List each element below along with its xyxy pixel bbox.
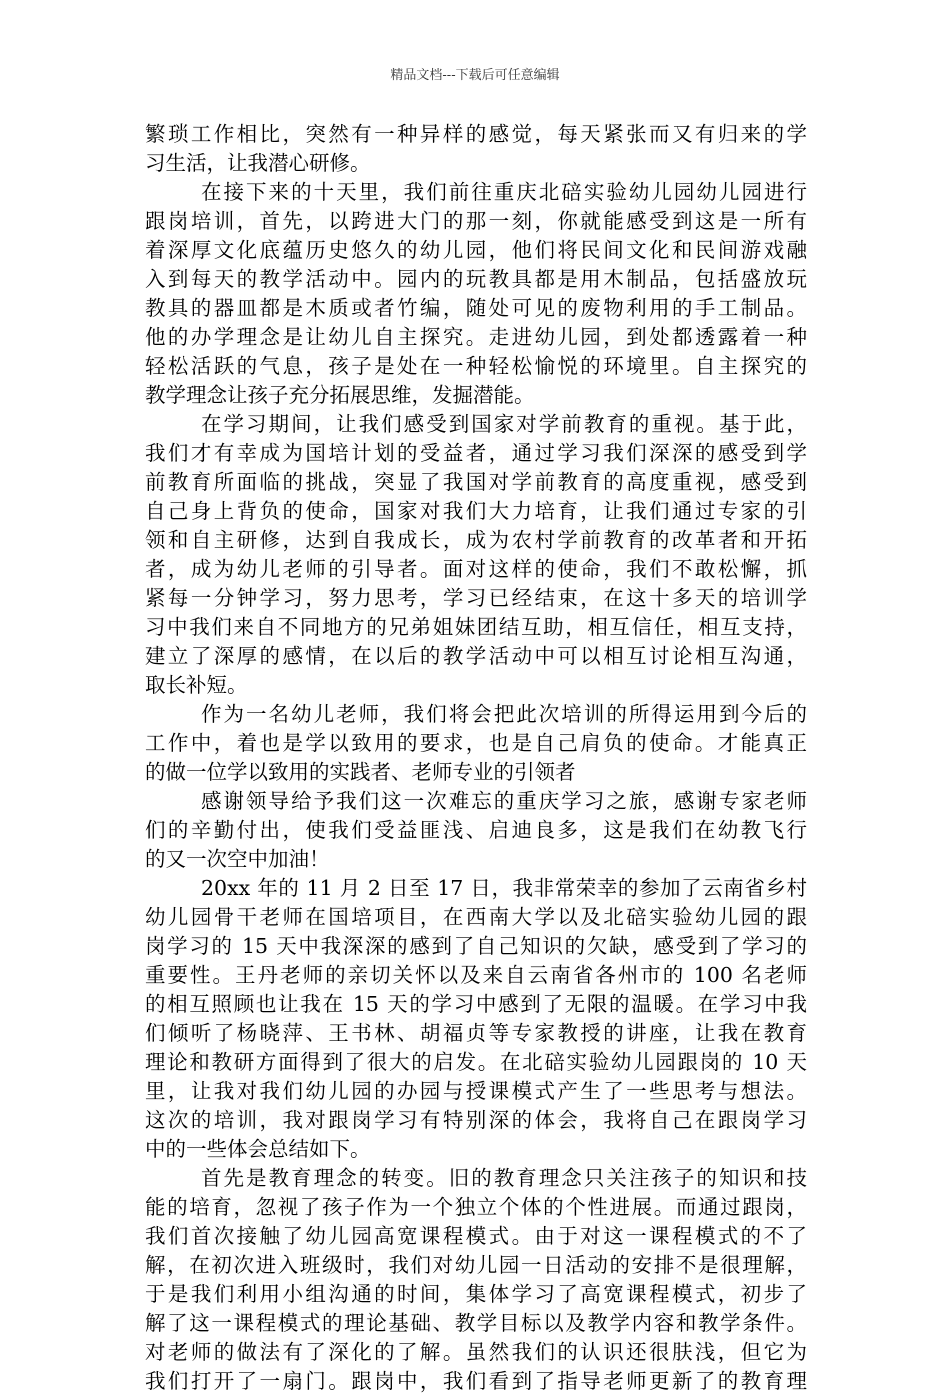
text-line: 轻松活跃的气息，孩子是处在一种轻松愉悦的环境里。自主探究的	[145, 354, 807, 378]
text-line: 紧每一分钟学习，努力思考，学习已经结束，在这十多天的培训学	[145, 586, 807, 610]
text-line: 建立了深厚的感情，在以后的教学活动中可以相互讨论相互沟通，	[145, 644, 807, 668]
text-line: 教学理念让孩子充分拓展思维，发掘潜能。	[145, 383, 535, 407]
text-line: 首先是教育理念的转变。旧的教育理念只关注孩子的知识和技	[201, 1166, 807, 1190]
text-line: 能的培育，忽视了孩子作为一个独立个体的个性进展。而通过跟岗，	[145, 1195, 807, 1219]
text-line: 我们首次接触了幼儿园高宽课程模式。由于对这一课程模式的不了	[145, 1224, 807, 1248]
paragraph	[145, 700, 807, 787]
text-line: 在接下来的十天里，我们前往重庆北碚实验幼儿园幼儿园进行	[201, 180, 807, 204]
paragraph	[145, 410, 807, 700]
text-line: 的做一位学以致用的实践者、老师专业的引领者	[145, 760, 576, 784]
text-line: 们倾听了杨晓萍、王书林、胡福贞等专家教授的讲座，让我在教育	[145, 1021, 807, 1045]
paragraph	[145, 874, 807, 1164]
text-line: 们的辛勤付出，使我们受益匪浅、启迪良多，这是我们在幼教飞行	[145, 818, 807, 842]
paragraph	[145, 1164, 807, 1396]
text-line: 着深厚文化底蕴历史悠久的幼儿园，他们将民间文化和民间游戏融	[145, 238, 807, 262]
page-header: 精品文档---下载后可任意编辑	[390, 68, 560, 83]
text-line: 在学习期间，让我们感受到国家对学前教育的重视。基于此，	[201, 412, 807, 436]
text-line: 繁琐工作相比，突然有一种异样的感觉，每天紧张而又有归来的学	[145, 122, 807, 146]
document-body	[145, 120, 807, 1396]
text-line: 入到每天的教学活动中。园内的玩教具都是用木制品，包括盛放玩	[145, 267, 807, 291]
text-line: 自己身上背负的使命，国家对我们大力培育，让我们通过专家的引	[145, 499, 807, 523]
text-line: 的相互照顾也让我在 15 天的学习中感到了无限的温暖。在学习中我	[145, 992, 807, 1016]
text-line: 岗学习的 15 天中我深深的感到了自己知识的欠缺，感受到了学习的	[145, 934, 807, 958]
text-line: 我们打开了一扇门。跟岗中，我们看到了指导老师更新了的教育理	[145, 1369, 807, 1393]
text-line: 作为一名幼儿老师，我们将会把此次培训的所得运用到今后的	[201, 702, 807, 726]
text-line: 教具的器皿都是木质或者竹编，随处可见的废物利用的手工制品。	[145, 296, 807, 320]
text-line: 他的办学理念是让幼儿自主探究。走进幼儿园，到处都透露着一种	[145, 325, 807, 349]
text-line: 里，让我对我们幼儿园的办园与授课模式产生了一些思考与想法。	[145, 1079, 807, 1103]
text-line: 的又一次空中加油！	[145, 847, 330, 871]
text-line: 习中我们来自不同地方的兄弟姐妹团结互助，相互信任，相互支持，	[145, 615, 807, 639]
text-line: 领和自主研修，达到自我成长，成为农村学前教育的改革者和开拓	[145, 528, 807, 552]
text-line: 解了这一课程模式的理论基础、教学目标以及教学内容和教学条件。	[145, 1311, 807, 1335]
paragraph	[145, 120, 807, 178]
text-line: 我们才有幸成为国培计划的受益者，通过学习我们深深的感受到学	[145, 441, 807, 465]
text-line: 理论和教研方面得到了很大的启发。在北碚实验幼儿园跟岗的 10 天	[145, 1050, 807, 1074]
text-line: 中的一些体会总结如下。	[145, 1137, 371, 1161]
text-line: 这次的培训，我对跟岗学习有特别深的体会，我将自己在跟岗学习	[145, 1108, 807, 1132]
text-line: 20xx 年的 11 月 2 日至 17 日，我非常荣幸的参加了云南省乡村	[201, 876, 807, 900]
text-line: 幼儿园骨干老师在国培项目，在西南大学以及北碚实验幼儿园的跟	[145, 905, 807, 929]
text-line: 解，在初次进入班级时，我们对幼儿园一日活动的安排不是很理解，	[145, 1253, 807, 1277]
text-line: 感谢领导给予我们这一次难忘的重庆学习之旅，感谢专家老师	[201, 789, 807, 813]
text-line: 跟岗培训，首先，以跨进大门的那一刻，你就能感受到这是一所有	[145, 209, 807, 233]
text-line: 前教育所面临的挑战，突显了我国对学前教育的高度重视，感受到	[145, 470, 807, 494]
text-line: 于是我们利用小组沟通的时间，集体学习了高宽课程模式，初步了	[145, 1282, 807, 1306]
paragraph	[145, 178, 807, 410]
text-line: 者，成为幼儿老师的引导者。面对这样的使命，我们不敢松懈，抓	[145, 557, 807, 581]
text-line: 习生活，让我潜心研修。	[145, 151, 371, 175]
text-line: 取长补短。	[145, 673, 248, 697]
text-line: 重要性。王丹老师的亲切关怀以及来自云南省各州市的 100 名老师	[145, 963, 807, 987]
paragraph	[145, 787, 807, 874]
text-line: 工作中，着也是学以致用的要求，也是自己肩负的使命。才能真正	[145, 731, 807, 755]
text-line: 对老师的做法有了深化的了解。虽然我们的认识还很肤浅，但它为	[145, 1340, 807, 1364]
